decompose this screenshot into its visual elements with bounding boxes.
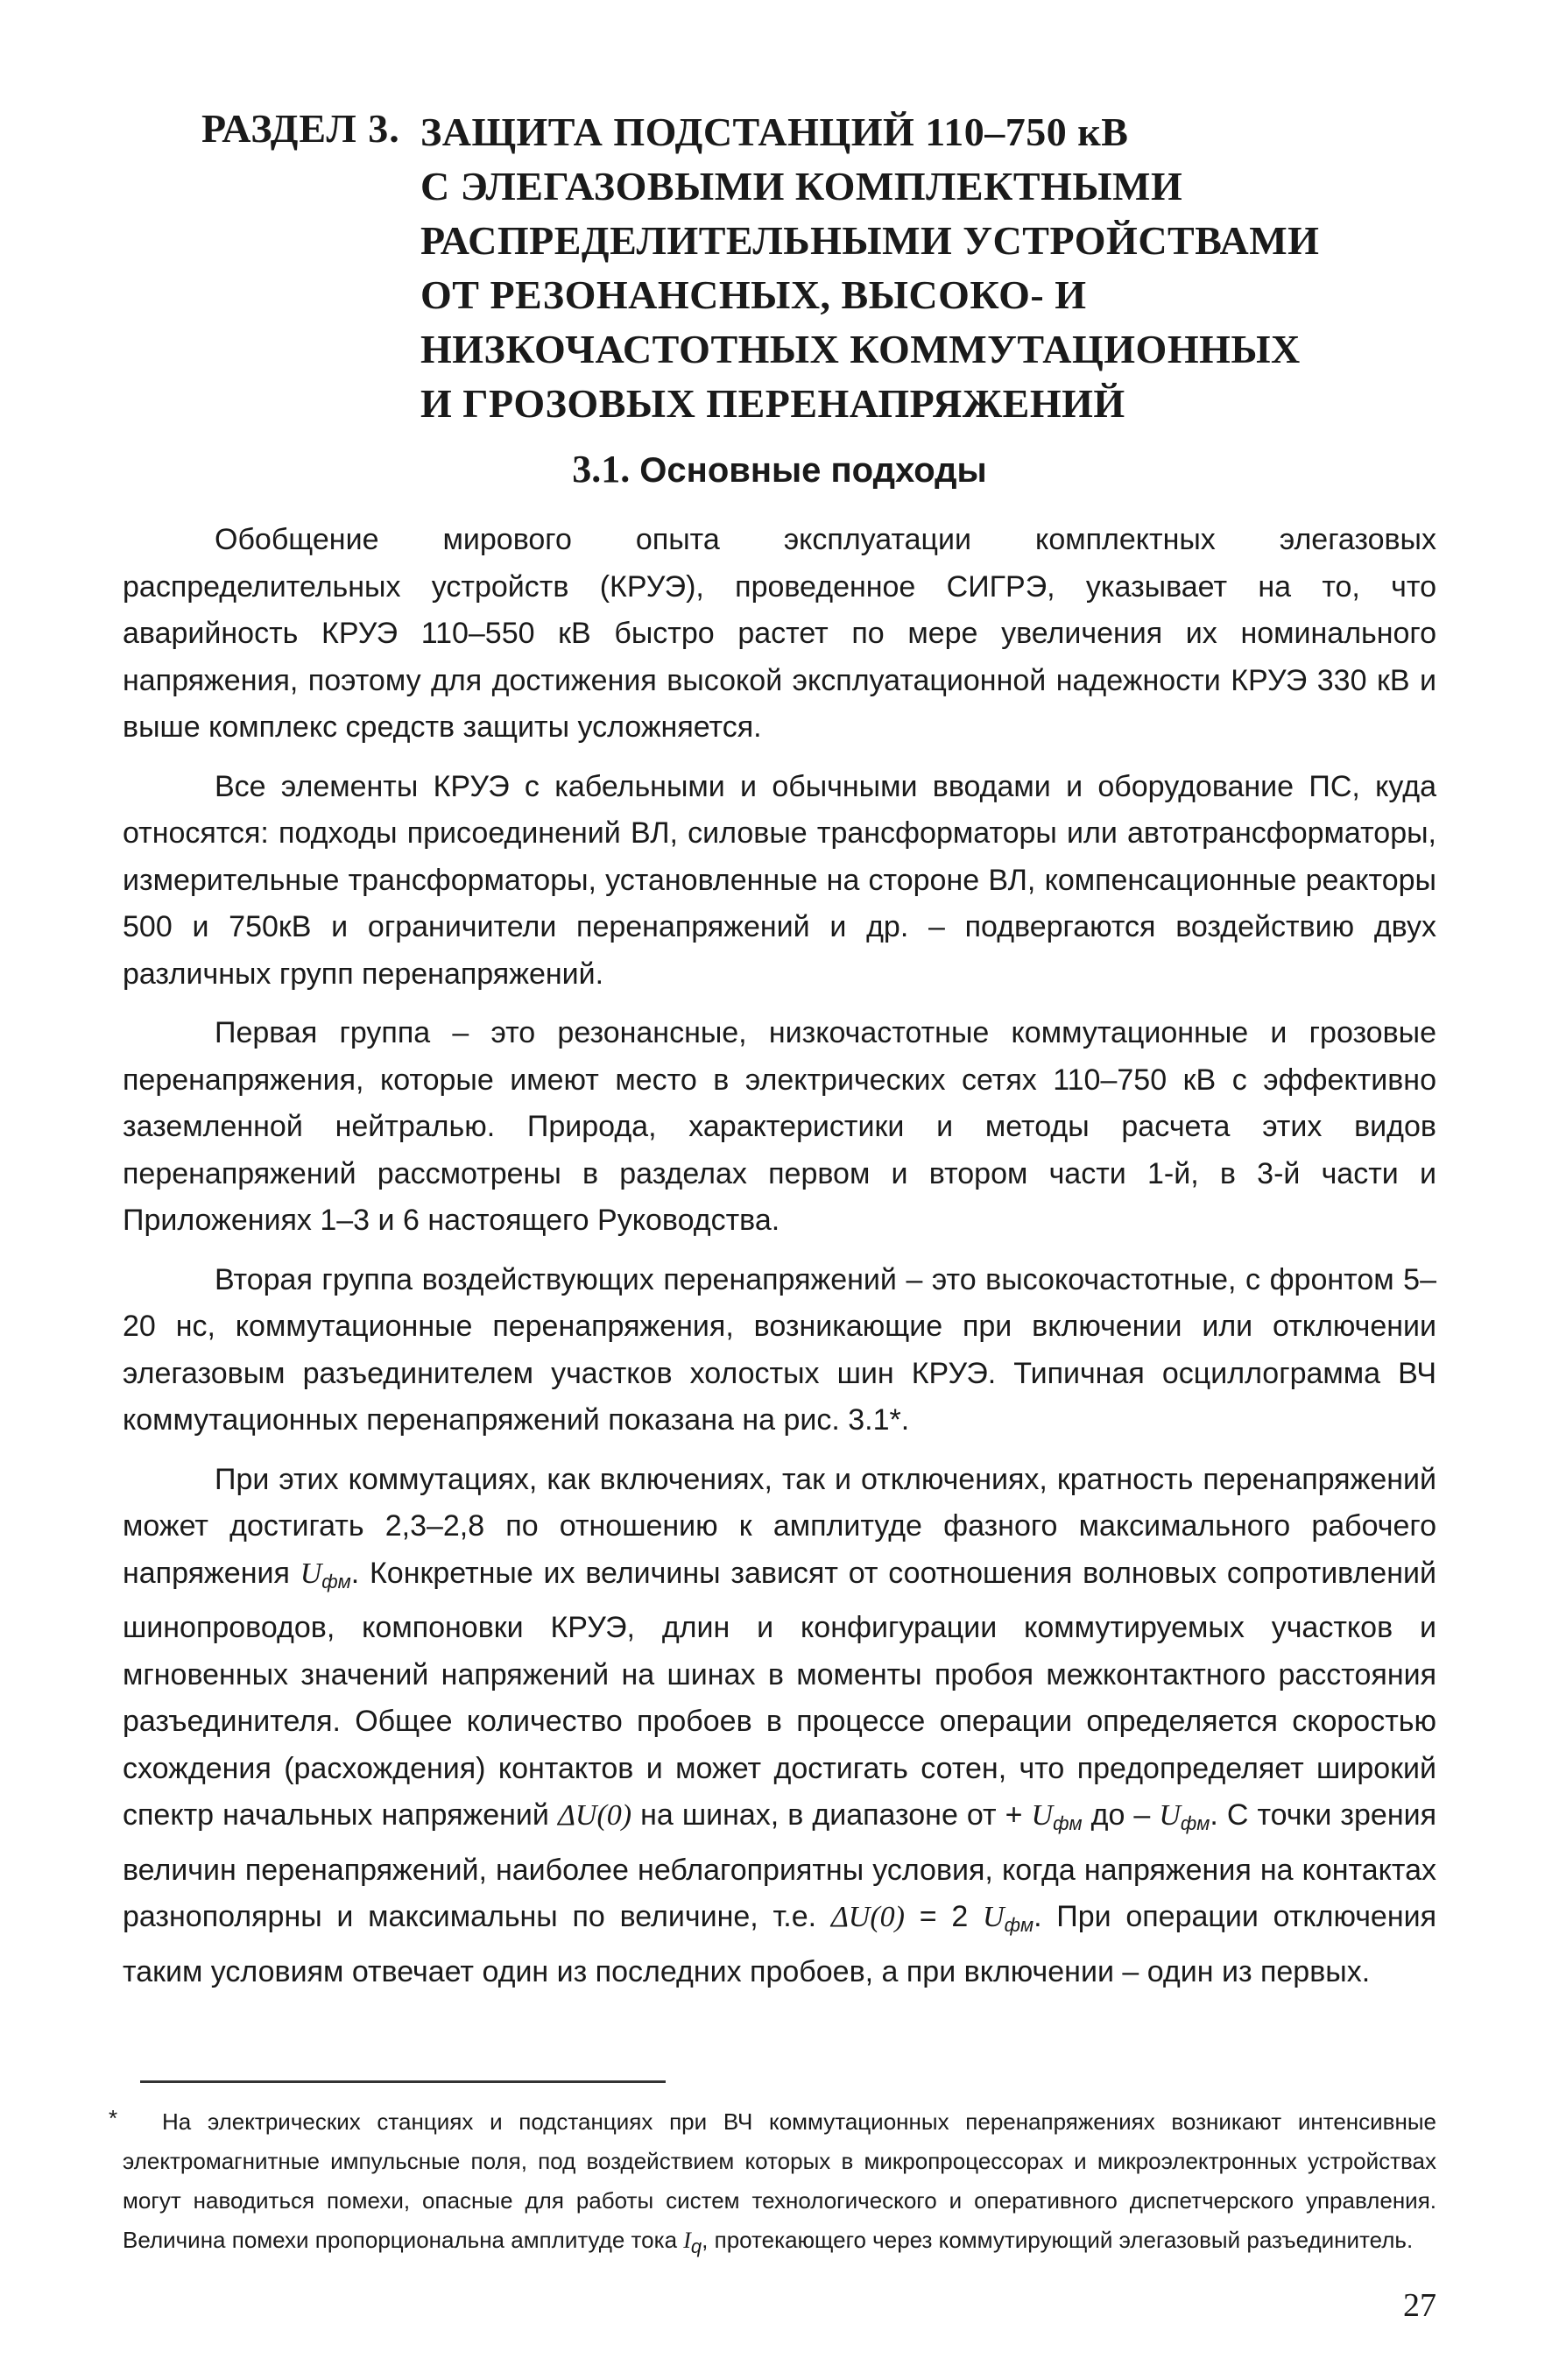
- section-title-line: С ЭЛЕГАЗОВЫМИ КОМПЛЕКТНЫМИ: [420, 164, 1183, 208]
- section-title-line: И ГРОЗОВЫХ ПЕРЕНАПРЯЖЕНИЙ: [420, 381, 1125, 426]
- subscript-phm: фм: [1180, 1812, 1210, 1834]
- symbol-u: U: [1159, 1799, 1181, 1832]
- symbol-delta-u0: ΔU(0): [830, 1901, 905, 1933]
- section-label: РАЗДЕЛ 3.: [201, 106, 400, 151]
- section-title: [420, 105, 1428, 431]
- subscript-phm: фм: [1004, 1914, 1034, 1936]
- page: [109, 96, 1437, 2339]
- body-text: [123, 517, 1436, 2008]
- text-run: На электрических станциях и подстанциях при ВЧ коммутационных перенапряжениях возникают интенсивные электромагнитные импульсные поля, под воздействием которых в микропроцессорах и микроэлектронных устройствах могут наводиться помехи, опасные для работы систем технологического и оперативного диспетчерского управления. Величина помехи пропорциональна амплитуде тока: [123, 2108, 1436, 2253]
- section-title-line: ЗАЩИТА ПОДСТАНЦИЙ 110–750 кВ: [420, 109, 1129, 154]
- symbol-delta-u0: ΔU(0): [557, 1799, 632, 1832]
- text-run: . При операции отключения таким условиям отвечает один из последних пробоев, а при включении – один из первых.: [123, 1900, 1437, 1988]
- paragraph-1: Обобщение мирового опыта эксплуатации комплектных элегазовых распределительных устройств (КРУЭ), проведенное СИГРЭ, указывает на то, что аварийность КРУЭ 110–550 кВ быстро растет по мере увеличения их номинального напряжения, поэтому для достижения высокой эксплуатационной надежности КРУЭ 330 кВ и выше комплекс средств защиты усложняется.: [123, 523, 1436, 744]
- symbol-u: U: [300, 1557, 322, 1590]
- subsection-number: 3.1.: [572, 448, 631, 491]
- paragraph-4: Вторая группа воздействующих перенапряжений – это высокочастотные, с фронтом 5–20 нс, коммутационные перенапряжения, возникающие при включении или отключении элегазовым разъединителем участков холостых шин КРУЭ. Типичная осциллограмма ВЧ коммутационных перенапряжений показана на рис. 3.1*.: [123, 1262, 1436, 1437]
- symbol-u: U: [983, 1901, 1005, 1933]
- text-run: . Конкретные их величины зависят от соотношения волновых сопротивлений шинопроводов, компоновки КРУЭ, длин и конфигурации коммутируемых участков и мгновенных значений напряжений на шинах в моменты пробоя межконтактного расстояния разъединителя. Общее количество пробоев в процессе операции определяется скоростью схождения (расхождения) контактов и может достигать сотен, что предопределяет широкий спектр начальных напряжений: [123, 1556, 1436, 1832]
- text-run: = 2: [904, 1900, 984, 1933]
- footnote-mark: *: [109, 2105, 118, 2131]
- text-run: , протекающего через коммутирующий элегазовый разъединитель.: [702, 2227, 1414, 2253]
- subsection-heading: [123, 447, 1436, 491]
- text-run: до –: [1082, 1798, 1160, 1832]
- page-number: 27: [1403, 2287, 1436, 2324]
- paragraph-5: [123, 1457, 1436, 1996]
- subscript-phm: фм: [1053, 1812, 1083, 1834]
- subscript-phm: фм: [321, 1570, 351, 1593]
- text-run: . С точки зрения величин перенапряжений, наиболее неблагоприятны условия, когда напряжения на контактах разнополярны и максимальны по величине, т.е.: [123, 1798, 1436, 1933]
- subsection-title: Основные подходы: [639, 451, 987, 490]
- symbol-u: U: [1031, 1799, 1054, 1832]
- footnote-text: [123, 2102, 1436, 2266]
- text-run: При этих коммутациях, как включениях, так и отключениях, кратность перенапряжений может достигать 2,3–2,8 по отношению к амплитуде фазного максимального рабочего напряжения: [123, 1462, 1436, 1590]
- footnote-divider: [140, 2080, 666, 2083]
- section-title-line: ОТ РЕЗОНАНСНЫХ, ВЫСОКО- И: [420, 272, 1087, 317]
- paragraph-2: Все элементы КРУЭ с кабельными и обычными вводами и оборудование ПС, куда относятся: подходы присоединений ВЛ, силовые трансформаторы или автотрансформаторы, измерительные трансформаторы, установленные на стороне ВЛ, компенсационные реакторы 500 и 750кВ и ограничители перенапряжений и др. – подвергаются воздействию двух различных групп перенапряжений.: [123, 769, 1436, 991]
- subscript-q: q: [690, 2235, 702, 2257]
- paragraph-3: Первая группа – это резонансные, низкочастотные коммутационные и грозовые перенапряжения, которые имеют место в электрических сетях 110–750 кВ с эффективно заземленной нейтралью. Природа, характеристики и методы расчета этих видов перенапряжений рассмотрены в разделах первом и втором части 1-й, в 3-й части и Приложениях 1–3 и 6 настоящего Руководства.: [123, 1016, 1436, 1237]
- section-title-line: НИЗКОЧАСТОТНЫХ КОММУТАЦИОННЫХ: [420, 327, 1301, 371]
- symbol-i: I: [683, 2228, 691, 2253]
- text-run: на шинах, в диапазоне от +: [631, 1798, 1032, 1832]
- section-title-line: РАСПРЕДЕЛИТЕЛЬНЫМИ УСТРОЙСТВАМИ: [420, 218, 1320, 263]
- footnote: [109, 2102, 1436, 2266]
